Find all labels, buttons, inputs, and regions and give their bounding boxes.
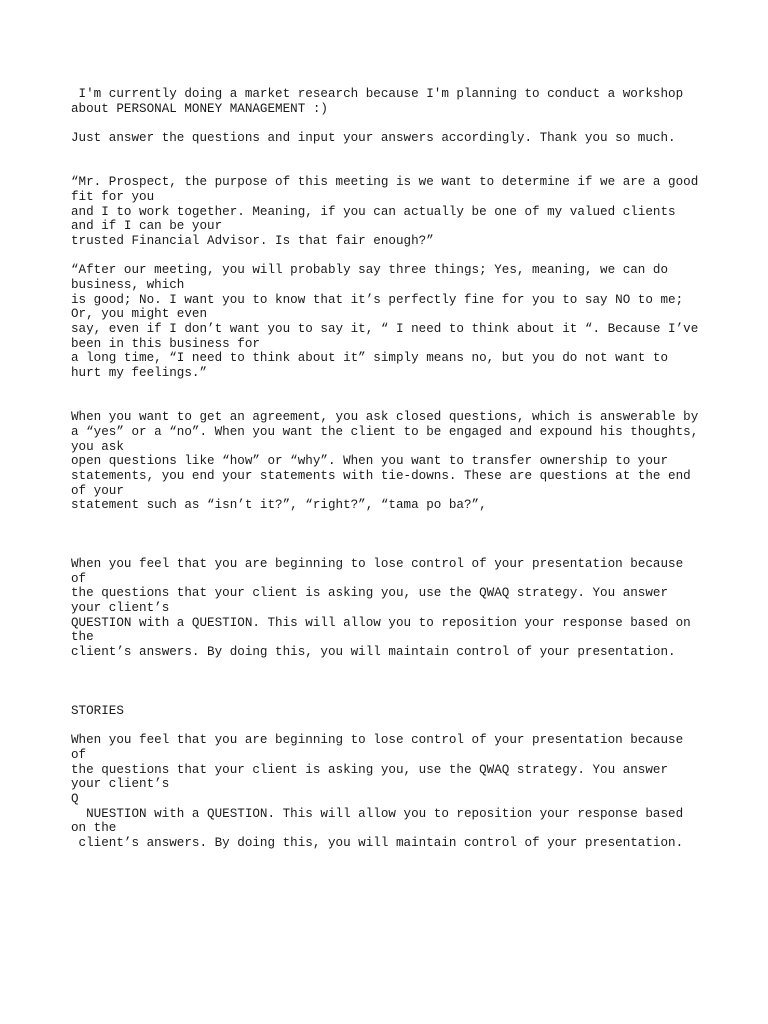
blank-line (71, 249, 711, 264)
text-line: trusted Financial Advisor. Is that fair enough?” (71, 233, 434, 248)
text-line: the questions that your client is asking you, use the QWAQ strategy. You answer (71, 586, 669, 601)
text-line: your client’s (71, 777, 170, 792)
blank-line (71, 660, 711, 675)
blank-line (71, 719, 711, 734)
text-line: and if I can be your (71, 219, 223, 234)
text-line: Or, you might even (71, 307, 208, 322)
blank-line (71, 513, 711, 528)
document-body (71, 87, 711, 851)
text-line: been in this business for (71, 336, 260, 351)
blank-line (71, 542, 711, 557)
text-line: and I to work together. Meaning, if you can actually be one of my valued clients (71, 204, 676, 219)
text-line: of your (71, 483, 124, 498)
text-line: “Mr. Prospect, the purpose of this meeting is we want to determine if we are a good (71, 175, 699, 190)
text-line: business, which (71, 277, 185, 292)
text-line: Just answer the questions and input your answers accordingly. Thank you so much. (71, 131, 676, 146)
text-line: of (71, 571, 87, 586)
text-line: client’s answers. By doing this, you will maintain control of your presentation. (71, 836, 684, 851)
text-line: When you feel that you are beginning to lose control of your presentation because (71, 557, 684, 571)
text-line: about PERSONAL MONEY MANAGEMENT :) (71, 101, 328, 116)
text-line: of (71, 747, 87, 762)
text-line: your client’s (71, 601, 170, 616)
text-line: STORIES (71, 703, 124, 718)
text-line: Q (71, 792, 79, 806)
blank-line (71, 160, 711, 175)
text-line: QUESTION with a QUESTION. This will allow you to reposition your response based on (71, 615, 691, 630)
text-line: you ask (71, 439, 124, 454)
text-line: I'm currently doing a market research because I'm planning to conduct a workshop (71, 87, 684, 101)
text-line: statement such as “isn’t it?”, “right?”, “tama po ba?”, (71, 498, 487, 513)
text-line: fit for you (71, 189, 155, 204)
blank-line (71, 395, 711, 410)
blank-line (71, 381, 711, 396)
text-line: a long time, “I need to think about it” simply means no, but you do not want to (71, 351, 669, 366)
text-line: NUESTION with a QUESTION. This will allow you to reposition your response based (71, 806, 684, 821)
text-line: is good; No. I want you to know that it’s perfectly fine for you to say NO to me; (71, 292, 684, 307)
blank-line (71, 146, 711, 161)
blank-line (71, 528, 711, 543)
text-line: statements, you end your statements with tie-downs. These are questions at the end (71, 468, 691, 483)
text-line: the questions that your client is asking you, use the QWAQ strategy. You answer (71, 762, 669, 777)
blank-line (71, 689, 711, 704)
text-line: say, even if I don’t want you to say it, “ I need to think about it “. Because I’ve (71, 322, 699, 336)
text-line: When you feel that you are beginning to lose control of your presentation because (71, 733, 684, 748)
text-line: client’s answers. By doing this, you will maintain control of your presentation. (71, 645, 676, 660)
text-line: “After our meeting, you will probably say three things; Yes, meaning, we can do (71, 263, 669, 278)
text-line: When you want to get an agreement, you ask closed questions, which is answerable by (71, 410, 699, 425)
text-line: on the (71, 821, 117, 836)
text-line: open questions like “how” or “why”. When you want to transfer ownership to your (71, 454, 669, 469)
text-line: the (71, 630, 94, 645)
blank-line (71, 675, 711, 690)
text-line: a “yes” or a “no”. When you want the client to be engaged and expound his thoughts, (71, 424, 699, 439)
blank-line (71, 116, 711, 131)
text-line: hurt my feelings.” (71, 366, 208, 381)
